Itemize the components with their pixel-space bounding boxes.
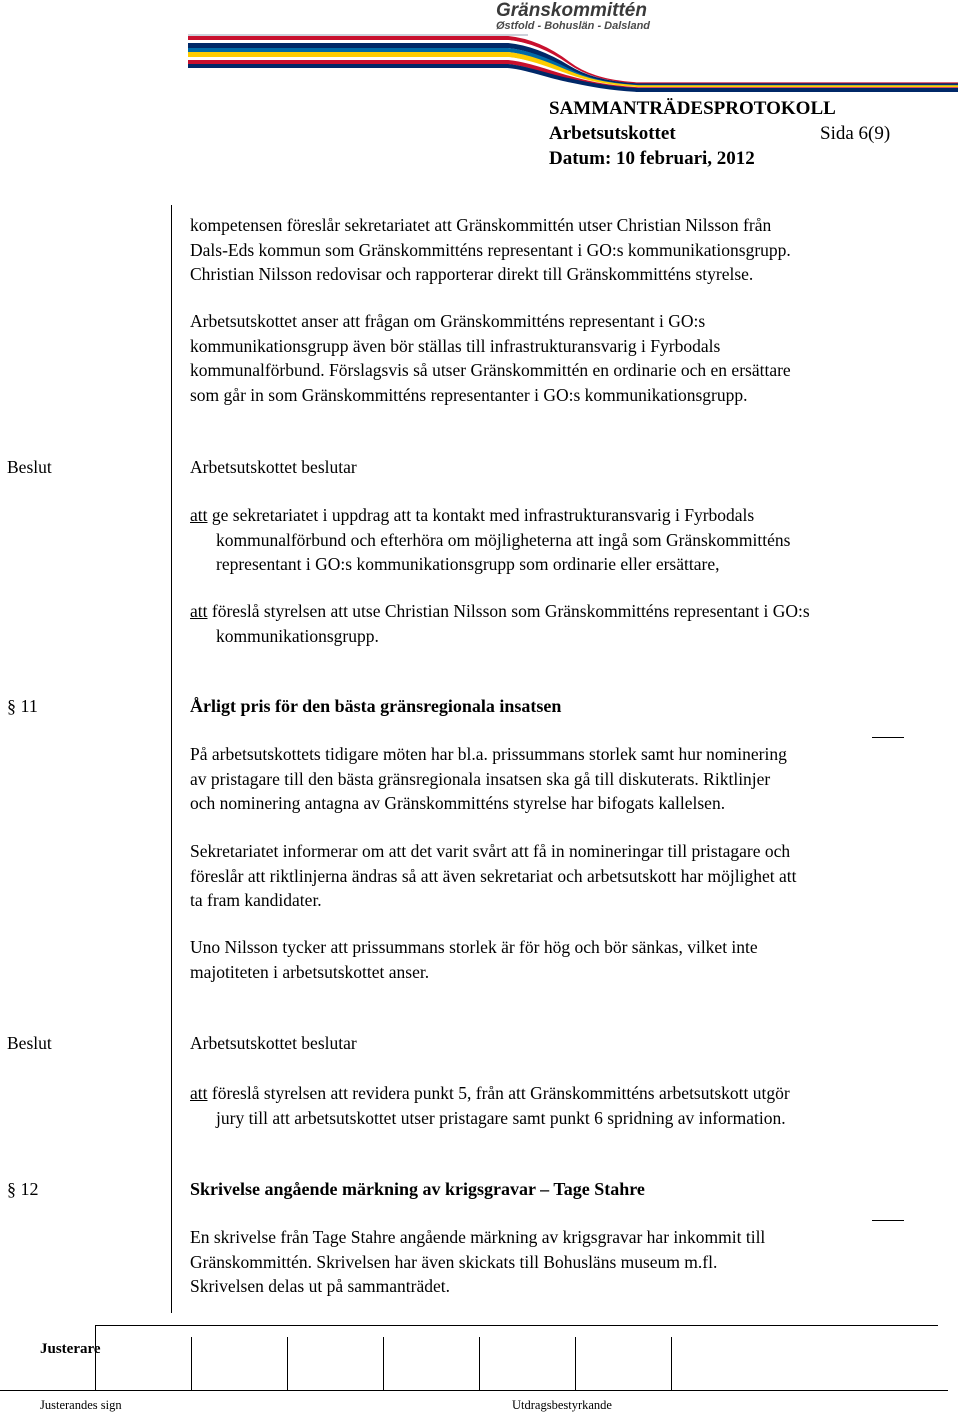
decision-item xyxy=(190,1081,930,1130)
footer-divider xyxy=(191,1337,192,1391)
footer-divider xyxy=(575,1337,576,1391)
text-line: och nominering antagna av Gränskommitténs styrelse har bifogats kallelsen. xyxy=(190,793,726,813)
decision-text: föreslå styrelsen att revidera punkt 5, från att Gränskommitténs arbetsutskott utgör xyxy=(207,1083,790,1103)
section-paragraph xyxy=(190,742,930,816)
decision-text: kommunalförbund och efterhöra om möjligheterna att ingå som Gränskommitténs xyxy=(216,529,791,550)
text-line: En skrivelse från Tage Stahre angående märkning av krigsgravar har inkommit till xyxy=(190,1227,766,1247)
extract-certification-label: Utdragsbestyrkande xyxy=(512,1398,612,1412)
margin-rule xyxy=(171,205,172,1313)
text-line: Gränskommittén. Skrivelsen har även skickats till Bohusläns museum m.fl. xyxy=(190,1251,718,1272)
text-line: Skrivelsen delas ut på sammanträdet. xyxy=(190,1276,450,1296)
committee-name: Arbetsutskottet xyxy=(549,123,676,144)
decision-text: ge sekretariatet i uppdrag att ta kontakt med infrastrukturansvarig i Fyrbodals xyxy=(207,505,755,525)
footer-bottom-rule xyxy=(0,1390,948,1391)
text-line: av pristagare till den bästa gränsregionala insatsen ska gå till diskuterats. Riktlinjer xyxy=(190,768,771,789)
footer-divider xyxy=(671,1337,672,1391)
text-line: Arbetsutskottet anser att frågan om Gränskommitténs representant i GO:s xyxy=(190,311,706,331)
footer-divider xyxy=(95,1325,96,1391)
text-line: Christian Nilsson redovisar och rapporterar direkt till Gränskommitténs styrelse. xyxy=(190,264,754,284)
section-paragraph xyxy=(190,839,930,913)
text-line: majotiteten i arbetsutskottet anser. xyxy=(190,961,430,982)
section-number: § 12 xyxy=(7,1179,39,1199)
logo-name: Gränskommittén xyxy=(496,0,647,21)
footer-divider xyxy=(383,1337,384,1391)
section-title: Skrivelse angående märkning av krigsgravar – Tage Stahre xyxy=(190,1179,645,1199)
decision-label: Beslut xyxy=(7,1033,52,1053)
text-line: föreslår att riktlinjerna ändras så att även sekretariat och arbetsutskott har möjlighet att xyxy=(190,865,797,886)
footer-divider xyxy=(479,1337,480,1391)
section-paragraph xyxy=(190,1225,930,1299)
meeting-date: Datum: 10 februari, 2012 xyxy=(549,148,755,169)
signature-label: Justerandes sign xyxy=(40,1398,122,1412)
section-underline xyxy=(872,1220,904,1221)
justerare-label: Justerare xyxy=(40,1341,101,1357)
decision-text: representant i GO:s kommunikationsgrupp som ordinarie eller ersättare, xyxy=(216,554,720,574)
section-paragraph xyxy=(190,935,930,984)
footer-top-rule xyxy=(96,1325,938,1326)
text-line: ta fram kandidater. xyxy=(190,890,322,910)
logo-tagline: Østfold - Bohuslän - Dalsland xyxy=(496,20,651,32)
section-number: § 11 xyxy=(7,696,38,716)
decision-keyword: att xyxy=(190,1083,208,1103)
decision-text: kommunikationsgrupp. xyxy=(216,625,379,646)
page-number: Sida 6(9) xyxy=(820,123,891,144)
text-line: kommunikationsgrupp även bör ställas till infrastrukturansvarig i Fyrbodals xyxy=(190,335,721,356)
decision-keyword: att xyxy=(190,601,208,621)
decision-keyword: att xyxy=(190,505,208,525)
text-line: På arbetsutskottets tidigare möten har bl.a. prissummans storlek samt hur nominering xyxy=(190,744,787,764)
au-opinion-paragraph xyxy=(190,309,930,407)
text-line: Sekretariatet informerar om att det varit svårt att få in nomineringar till pristagare och xyxy=(190,841,791,861)
text-line: kommunalförbund. Förslagsvis så utser Gränskommittén en ordinarie och en ersättare xyxy=(190,360,791,380)
decision-text: föreslå styrelsen att utse Christian Nilsson som Gränskommitténs representant i GO:s xyxy=(207,601,810,621)
text-line: kompetensen föreslår sekretariatet att Gränskommittén utser Christian Nilsson från xyxy=(190,215,772,235)
text-line: Uno Nilsson tycker att prissummans storlek är för hög och bör sänkas, vilket inte xyxy=(190,937,758,957)
text-line: som går in som Gränskommitténs representanter i GO:s kommunikationsgrupp. xyxy=(190,384,748,405)
intro-paragraph xyxy=(190,213,930,287)
decision-heading: Arbetsutskottet beslutar xyxy=(190,1033,357,1053)
section-underline xyxy=(872,737,904,738)
doc-type: SAMMANTRÄDESPROTOKOLL xyxy=(549,98,836,119)
decision-item xyxy=(190,599,940,648)
section-title: Årligt pris för den bästa gränsregionala insatsen xyxy=(190,696,562,716)
footer-divider xyxy=(287,1337,288,1391)
decision-item xyxy=(190,503,920,577)
decision-heading: Arbetsutskottet beslutar xyxy=(190,457,357,477)
decision-label: Beslut xyxy=(7,457,52,477)
text-line: Dals-Eds kommun som Gränskommitténs representant i GO:s kommunikationsgrupp. xyxy=(190,239,791,260)
decision-text: jury till att arbetsutskottet utser pristagare samt punkt 6 spridning av information. xyxy=(216,1107,786,1128)
